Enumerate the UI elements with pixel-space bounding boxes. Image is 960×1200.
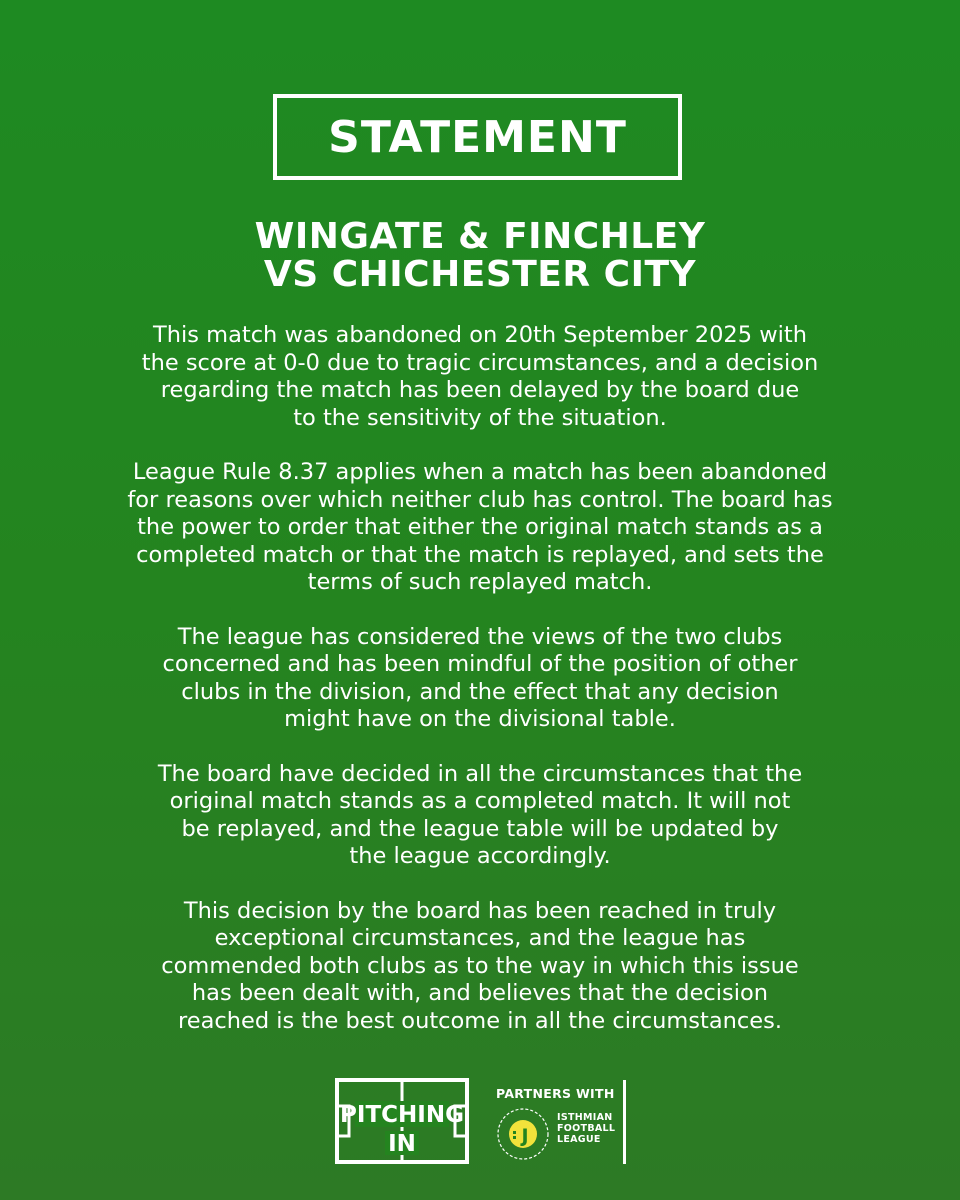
match-title-line: VS CHICHESTER CITY	[263, 254, 697, 295]
body-line: completed match or that the match is replayed, and sets the	[136, 541, 824, 568]
crest-letter: J	[521, 1125, 529, 1147]
league-name-line: FOOTBALL	[557, 1123, 616, 1134]
paragraph-conclusion	[60, 898, 900, 1036]
statement-badge	[273, 94, 682, 180]
body-line: the score at 0-0 due to tragic circumstances, and a decision	[141, 349, 819, 376]
body-line: This decision by the board has been reached in truly	[183, 897, 777, 924]
paragraph-decision	[60, 761, 900, 871]
body-line: exceptional circumstances, and the league has	[214, 925, 746, 951]
body-line: the power to order that either the original match stands as a	[137, 514, 823, 540]
paragraph-considerations	[60, 624, 900, 734]
pitching-in-word-1: PITCHING	[340, 1102, 464, 1128]
body-line: commended both clubs as to the way in which this issue	[161, 952, 799, 979]
body-line: The league has considered the views of the two clubs	[177, 623, 783, 650]
body-line: This match was abandoned on 20th September 2025 with	[153, 322, 807, 348]
body-line: clubs in the division, and the effect that any decision	[181, 678, 779, 705]
match-title	[0, 218, 960, 294]
body-line: League Rule 8.37 applies when a match has been abandoned	[132, 459, 828, 485]
pitching-in-word-2: IN	[388, 1131, 416, 1157]
body-line: regarding the match has been delayed by the board due	[160, 377, 800, 403]
statement-heading: STATEMENT	[328, 111, 627, 163]
body-line: has been dealt with, and believes that the decision	[191, 980, 769, 1006]
partners-with-label: PARTNERS WITH	[496, 1086, 615, 1101]
body-line: terms of such replayed match.	[307, 569, 653, 595]
match-title-line: WINGATE & FINCHLEY	[254, 216, 706, 257]
statement-body	[60, 322, 900, 1062]
body-line: the league accordingly.	[349, 843, 611, 869]
body-line: The board have decided in all the circumstances that the	[157, 760, 803, 787]
paragraph-abandonment	[60, 322, 900, 432]
league-name-line: ISTHMIAN	[557, 1112, 613, 1123]
body-line: for reasons over which neither club has control. The board has	[127, 486, 833, 513]
pitching-in-logo	[335, 1078, 469, 1164]
isthmian-league-crest-icon	[494, 1106, 552, 1162]
body-line: concerned and has been mindful of the position of other	[162, 651, 798, 677]
isthmian-league-name	[557, 1112, 615, 1145]
body-line: original match stands as a completed match. It will not	[169, 788, 791, 814]
body-line: reached is the best outcome in all the circumstances.	[177, 1007, 782, 1034]
body-line: to the sensitivity of the situation.	[293, 404, 667, 431]
footer-divider	[623, 1080, 626, 1164]
body-line: be replayed, and the league table will be updated by	[181, 815, 779, 842]
league-name-line: LEAGUE	[557, 1134, 601, 1145]
paragraph-league-rule	[60, 459, 900, 597]
body-line: might have on the divisional table.	[284, 706, 676, 732]
partner-footer	[335, 1078, 635, 1164]
